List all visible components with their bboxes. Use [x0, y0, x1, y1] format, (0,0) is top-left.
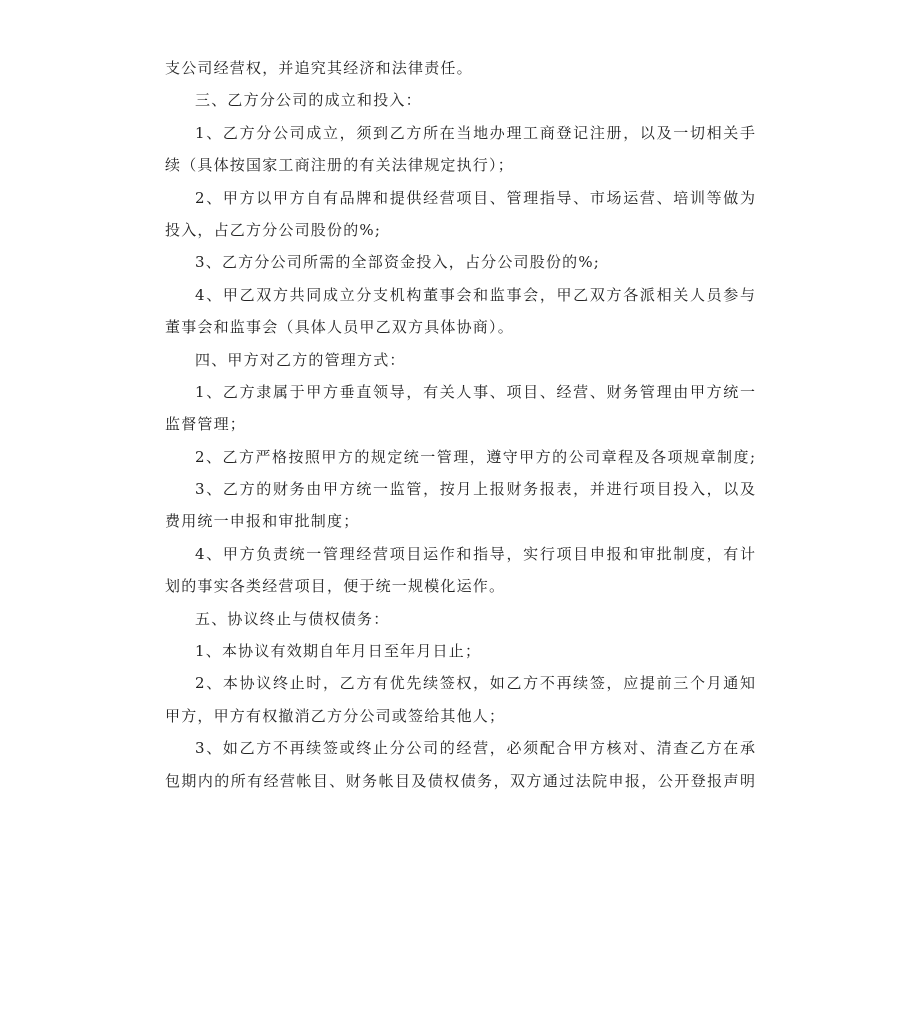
text-line: 监督管理； — [165, 415, 247, 434]
text-line: 4、甲方负责统一管理经营项目运作和指导，实行项目申报和审批制度，有计 — [195, 544, 755, 563]
text-line: 1、本协议有效期自年月日至年月日止； — [195, 642, 482, 661]
text-line: 续（具体按国家工商注册的有关法律规定执行）； — [165, 156, 514, 175]
document-body — [165, 52, 755, 797]
text-line: 支公司经营权，并追究其经济和法律责任。 — [165, 59, 473, 77]
text-line: 1、乙方分公司成立，须到乙方所在当地办理工商登记注册，以及一切相关手 — [195, 123, 755, 142]
text-line: 五、协议终止与债权债务： — [195, 609, 390, 628]
text-line: 1、乙方隶属于甲方垂直领导，有关人事、项目、经营、财务管理由甲方统一 — [195, 382, 755, 401]
text-line: 4、甲乙双方共同成立分支机构董事会和监事会，甲乙双方各派相关人员参与 — [195, 285, 755, 304]
text-line: 3、乙方分公司所需的全部资金投入，占分公司股份的%; — [195, 253, 601, 272]
text-line: 费用统一申报和审批制度； — [165, 512, 360, 531]
text-line: 包期内的所有经营帐目、财务帐目及债权债务，双方通过法院申报，公开登报声明 — [165, 771, 755, 790]
text-line: 2、乙方严格按照甲方的规定统一管理，遵守甲方的公司章程及各项规章制度; — [195, 447, 755, 466]
text-line: 甲方，甲方有权撤消乙方分公司或签给其他人； — [165, 706, 506, 725]
text-line: 投入，占乙方分公司股份的%; — [165, 220, 382, 239]
text-line: 划的事实各类经营项目，便于统一规模化运作。 — [165, 577, 506, 596]
text-line: 2、本协议终止时，乙方有优先续签权，如乙方不再续签，应提前三个月通知 — [195, 674, 755, 693]
text-line: 四、甲方对乙方的管理方式： — [195, 350, 406, 369]
text-line: 3、乙方的财务由甲方统一监管，按月上报财务报表，并进行项目投入，以及 — [195, 480, 755, 499]
text-line: 董事会和监事会（具体人员甲乙双方具体协商）。 — [165, 318, 514, 337]
text-line: 三、乙方分公司的成立和投入： — [195, 91, 422, 110]
text-line: 2、甲方以甲方自有品牌和提供经营项目、管理指导、市场运营、培训等做为 — [195, 188, 755, 207]
text-line: 3、如乙方不再续签或终止分公司的经营，必须配合甲方核对、清查乙方在承 — [195, 739, 755, 758]
